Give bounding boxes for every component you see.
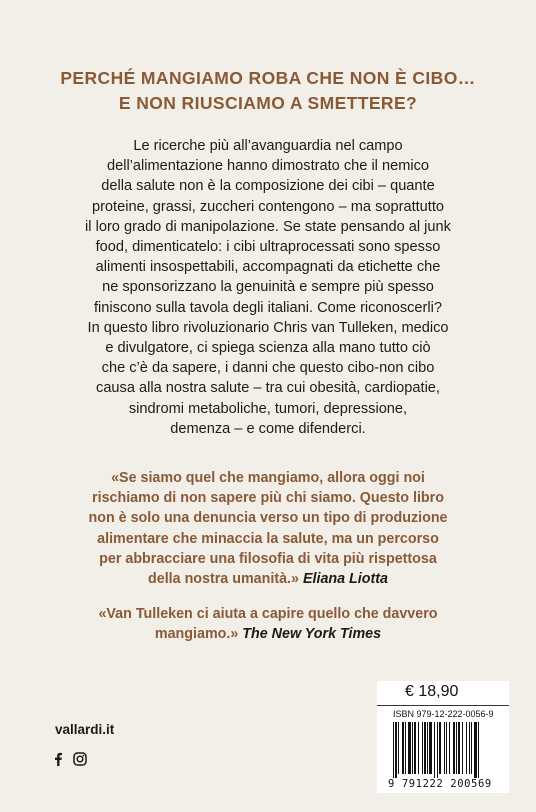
publisher-website[interactable]: vallardi.it xyxy=(55,722,115,737)
barcode-bar xyxy=(449,722,450,774)
blurb-line: finiscono sulla tavola degli italiani. Come riconoscerli? xyxy=(94,299,442,316)
barcode-bar xyxy=(439,722,441,774)
barcode-bar xyxy=(418,722,419,774)
barcode-bar xyxy=(466,722,467,774)
barcode-bar xyxy=(422,722,423,774)
quote-author: The New York Times xyxy=(242,626,382,643)
instagram-icon[interactable] xyxy=(73,752,87,766)
quote-line-last xyxy=(44,624,492,644)
barcode-bar xyxy=(474,722,477,778)
barcode-bar xyxy=(395,722,397,778)
blurb-line: causa alla nostra salute – tra cui obesità, cardiopatie, xyxy=(96,380,440,397)
blurb-line: che c’è da sapere, i danni che questo cibo-non cibo xyxy=(101,360,435,377)
blurb-line: proteine, grassi, zuccheri contengono – ma soprattutto xyxy=(91,198,445,215)
barcode-bar xyxy=(414,722,416,774)
blurb-line: sindromi metaboliche, tumori, depressione, xyxy=(128,400,408,417)
barcode-bar xyxy=(427,722,428,774)
headline xyxy=(30,66,506,116)
barcode-bar xyxy=(469,722,470,774)
barcode-bar xyxy=(444,722,445,774)
barcode-bar xyxy=(393,722,394,778)
price-divider xyxy=(377,705,509,706)
barcode-bar xyxy=(471,722,472,774)
review-quote-2 xyxy=(44,604,492,644)
barcode-digits: 9 791222 200569 xyxy=(388,778,492,790)
barcode-bar xyxy=(453,722,455,774)
review-quote-1 xyxy=(44,468,492,589)
barcode-bar xyxy=(402,722,404,774)
blurb-line: food, dimenticatelo: i cibi ultraprocessati sono spesso xyxy=(95,239,441,256)
quote-line: rischiamo di non sapere più chi siamo. Questo libro xyxy=(92,490,444,507)
quote-author: Eliana Liotta xyxy=(302,571,388,588)
barcode-bar xyxy=(405,722,406,774)
blurb-line: Le ricerche più all’avanguardia nel campo xyxy=(133,138,403,154)
barcode-bar xyxy=(478,722,479,778)
blurb-line: alimenti insospettabili, accompagnati da etichette che xyxy=(95,259,441,276)
blurb-line: della salute non è la composizione dei cibi – quante xyxy=(101,178,435,195)
blurb-line: dell’alimentazione hanno dimostrato che il nemico xyxy=(106,158,430,175)
facebook-icon[interactable] xyxy=(53,752,63,766)
headline-line-2: E NON RIUSCIAMO A SMETTERE? xyxy=(118,93,418,113)
quote-line: alimentare che minaccia la salute, ma un percorso xyxy=(97,530,439,547)
barcode-bar xyxy=(412,722,413,774)
blurb-line: e divulgatore, ci spiega scienza alla mano tutto ciò xyxy=(105,340,431,357)
blurb-line: il loro grado di manipolazione. Se state pensando al junk xyxy=(85,218,451,235)
barcode-bar xyxy=(437,722,438,778)
barcode-bar xyxy=(458,722,460,774)
isbn-number: ISBN 979-12-222-0056-9 xyxy=(393,709,494,719)
blurb xyxy=(56,136,480,439)
blurb-line: ne sponsorizzano la genuinità e sempre più spesso xyxy=(102,279,434,296)
quote-line: «Se siamo quel che mangiamo, allora oggi noi xyxy=(111,470,425,486)
quote-text: mangiamo.» xyxy=(154,626,239,643)
quote-line: non è solo una denuncia verso un tipo di produzione xyxy=(88,510,448,527)
quote-text: della nostra umanità.» xyxy=(148,571,299,588)
blurb-line: demenza – e come difenderci. xyxy=(170,420,366,437)
barcode-bar xyxy=(446,722,447,774)
quote-line: per abbracciare una filosofia di vita più rispettosa xyxy=(99,550,437,567)
barcode-bar xyxy=(424,722,426,774)
barcode-bar xyxy=(434,722,435,778)
barcode-bar xyxy=(462,722,463,774)
barcode-bar xyxy=(456,722,457,774)
blurb-line: In questo libro rivoluzionario Chris van Tulleken, medico xyxy=(87,319,449,336)
barcode-bar xyxy=(398,722,399,774)
barcode-bar xyxy=(429,722,432,774)
quote-line: «Van Tulleken ci aiuta a capire quello che davvero xyxy=(98,606,438,622)
social-links xyxy=(53,752,87,766)
quote-line-last xyxy=(44,569,492,589)
price-label: € 18,90 xyxy=(405,683,459,700)
barcode-bar xyxy=(408,722,411,774)
barcode-icon xyxy=(393,722,501,778)
headline-line-1: PERCHÉ MANGIAMO ROBA CHE NON È CIBO… xyxy=(60,68,476,88)
